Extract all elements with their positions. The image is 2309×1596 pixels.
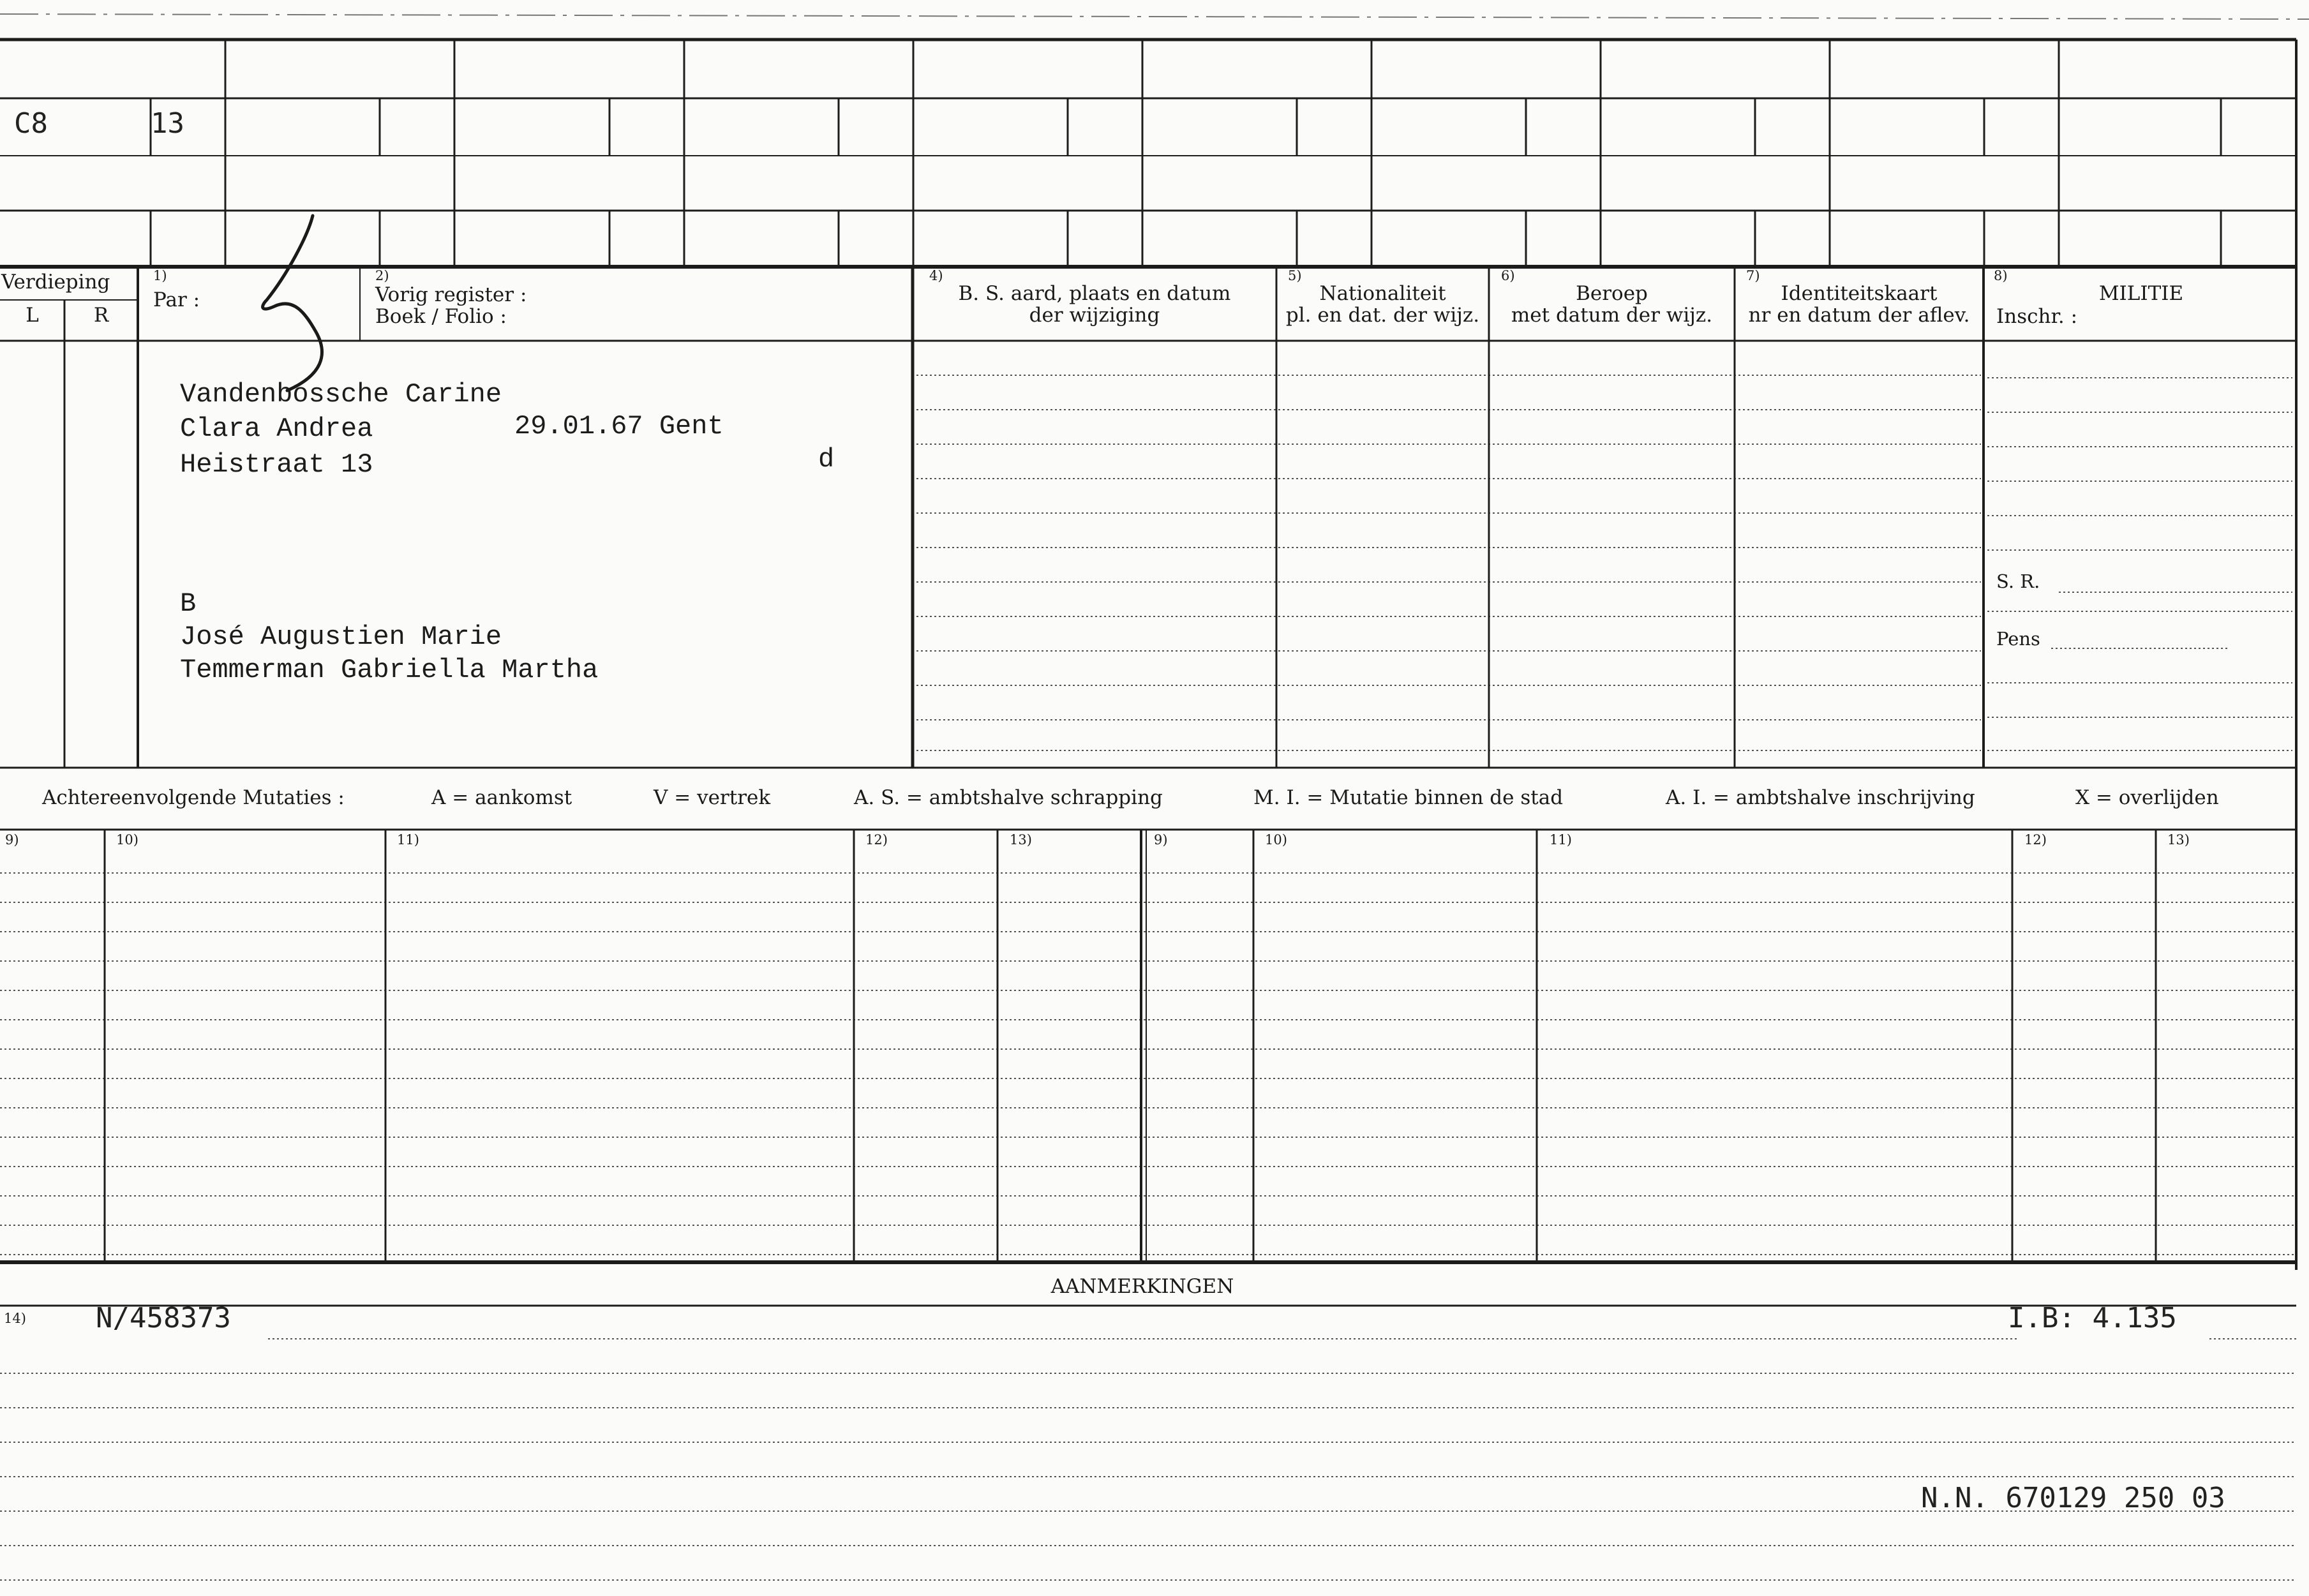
- mutation-col-13-left: 13): [1010, 832, 1032, 847]
- nationaliteit-header-line1: Nationaliteit: [1319, 282, 1446, 305]
- mutation-col-13-right: 13): [2167, 832, 2190, 847]
- beroep-header-line2: met datum der wijz.: [1511, 304, 1713, 327]
- remarks-reference-number: N/458373: [96, 1302, 231, 1334]
- remarks-col-14-number: 14): [4, 1311, 26, 1326]
- identiteitskaart-header-line1: Identiteitskaart: [1781, 282, 1938, 305]
- col-2-number: 2): [375, 268, 389, 283]
- legend-ambtshalve-inschrijving: A. I. = ambtshalve inschrijving: [1666, 786, 1975, 809]
- col-5-number: 5): [1288, 268, 1302, 283]
- person-code-b: B: [180, 588, 197, 619]
- mutation-col-12-right: 12): [2024, 832, 2047, 847]
- remarks-national-number: N.N. 670129 250 03: [1921, 1482, 2225, 1514]
- identiteitskaart-header-line2: nr en datum der aflev.: [1748, 304, 1970, 327]
- handwritten-signature: [249, 211, 351, 396]
- register-number: 13: [151, 107, 184, 140]
- floor-l-label: L: [26, 304, 39, 327]
- col-6-number: 6): [1501, 268, 1515, 283]
- mutation-col-11-right: 11): [1550, 832, 1572, 847]
- col-4-number: 4): [929, 268, 943, 283]
- aanmerkingen-title: AANMERKINGEN: [1050, 1275, 1234, 1298]
- mutation-col-12-left: 12): [865, 832, 888, 847]
- person-address: Heistraat 13: [180, 449, 373, 480]
- militie-header: MILITIE: [2098, 282, 2184, 305]
- sr-label: S. R.: [1996, 571, 2040, 592]
- vorig-register-label: Vorig register :: [375, 283, 527, 306]
- nationaliteit-header-line2: pl. en dat. der wijz.: [1285, 304, 1480, 327]
- bs-header-line2: der wijziging: [1029, 304, 1160, 327]
- person-mother: Temmerman Gabriella Martha: [180, 655, 599, 685]
- pens-label: Pens: [1996, 628, 2040, 650]
- inschr-label: Inschr. :: [1996, 305, 2078, 328]
- legend-mutatie-binnen-stad: M. I. = Mutatie binnen de stad: [1253, 786, 1564, 809]
- mutation-col-9-right: 9): [1154, 832, 1168, 847]
- legend-ambtshalve-schrapping: A. S. = ambtshalve schrapping: [854, 786, 1163, 809]
- mutation-col-11-left: 11): [397, 832, 419, 847]
- col-1-number: 1): [153, 268, 167, 283]
- person-mark-d: d: [818, 444, 835, 475]
- legend-overlijden: X = overlijden: [2075, 786, 2219, 809]
- mutation-col-9-left: 9): [5, 832, 19, 847]
- verdieping-label: Verdieping: [1, 271, 110, 294]
- register-code: C8: [14, 107, 48, 140]
- par-label: Par :: [153, 288, 200, 311]
- mutation-col-10-left: 10): [116, 832, 138, 847]
- person-father: José Augustien Marie: [180, 622, 502, 652]
- remarks-ib-number: I.B: 4.135: [2008, 1302, 2177, 1334]
- col-8-number: 8): [1994, 268, 2008, 283]
- person-surname-firstname: Vandenbossche Carine: [180, 379, 502, 410]
- mutations-legend-title: Achtereenvolgende Mutaties :: [42, 786, 345, 809]
- person-middle-names: Clara Andrea: [180, 414, 373, 444]
- bs-header-line1: B. S. aard, plaats en datum: [958, 282, 1231, 305]
- beroep-header-line1: Beroep: [1576, 282, 1648, 305]
- legend-aankomst: A = aankomst: [431, 786, 572, 809]
- col-7-number: 7): [1746, 268, 1760, 283]
- legend-vertrek: V = vertrek: [654, 786, 771, 809]
- mutation-col-10-right: 10): [1265, 832, 1287, 847]
- floor-r-label: R: [93, 304, 109, 327]
- person-birth-date-place: 29.01.67 Gent: [514, 411, 724, 442]
- boek-folio-label: Boek / Folio :: [375, 305, 507, 328]
